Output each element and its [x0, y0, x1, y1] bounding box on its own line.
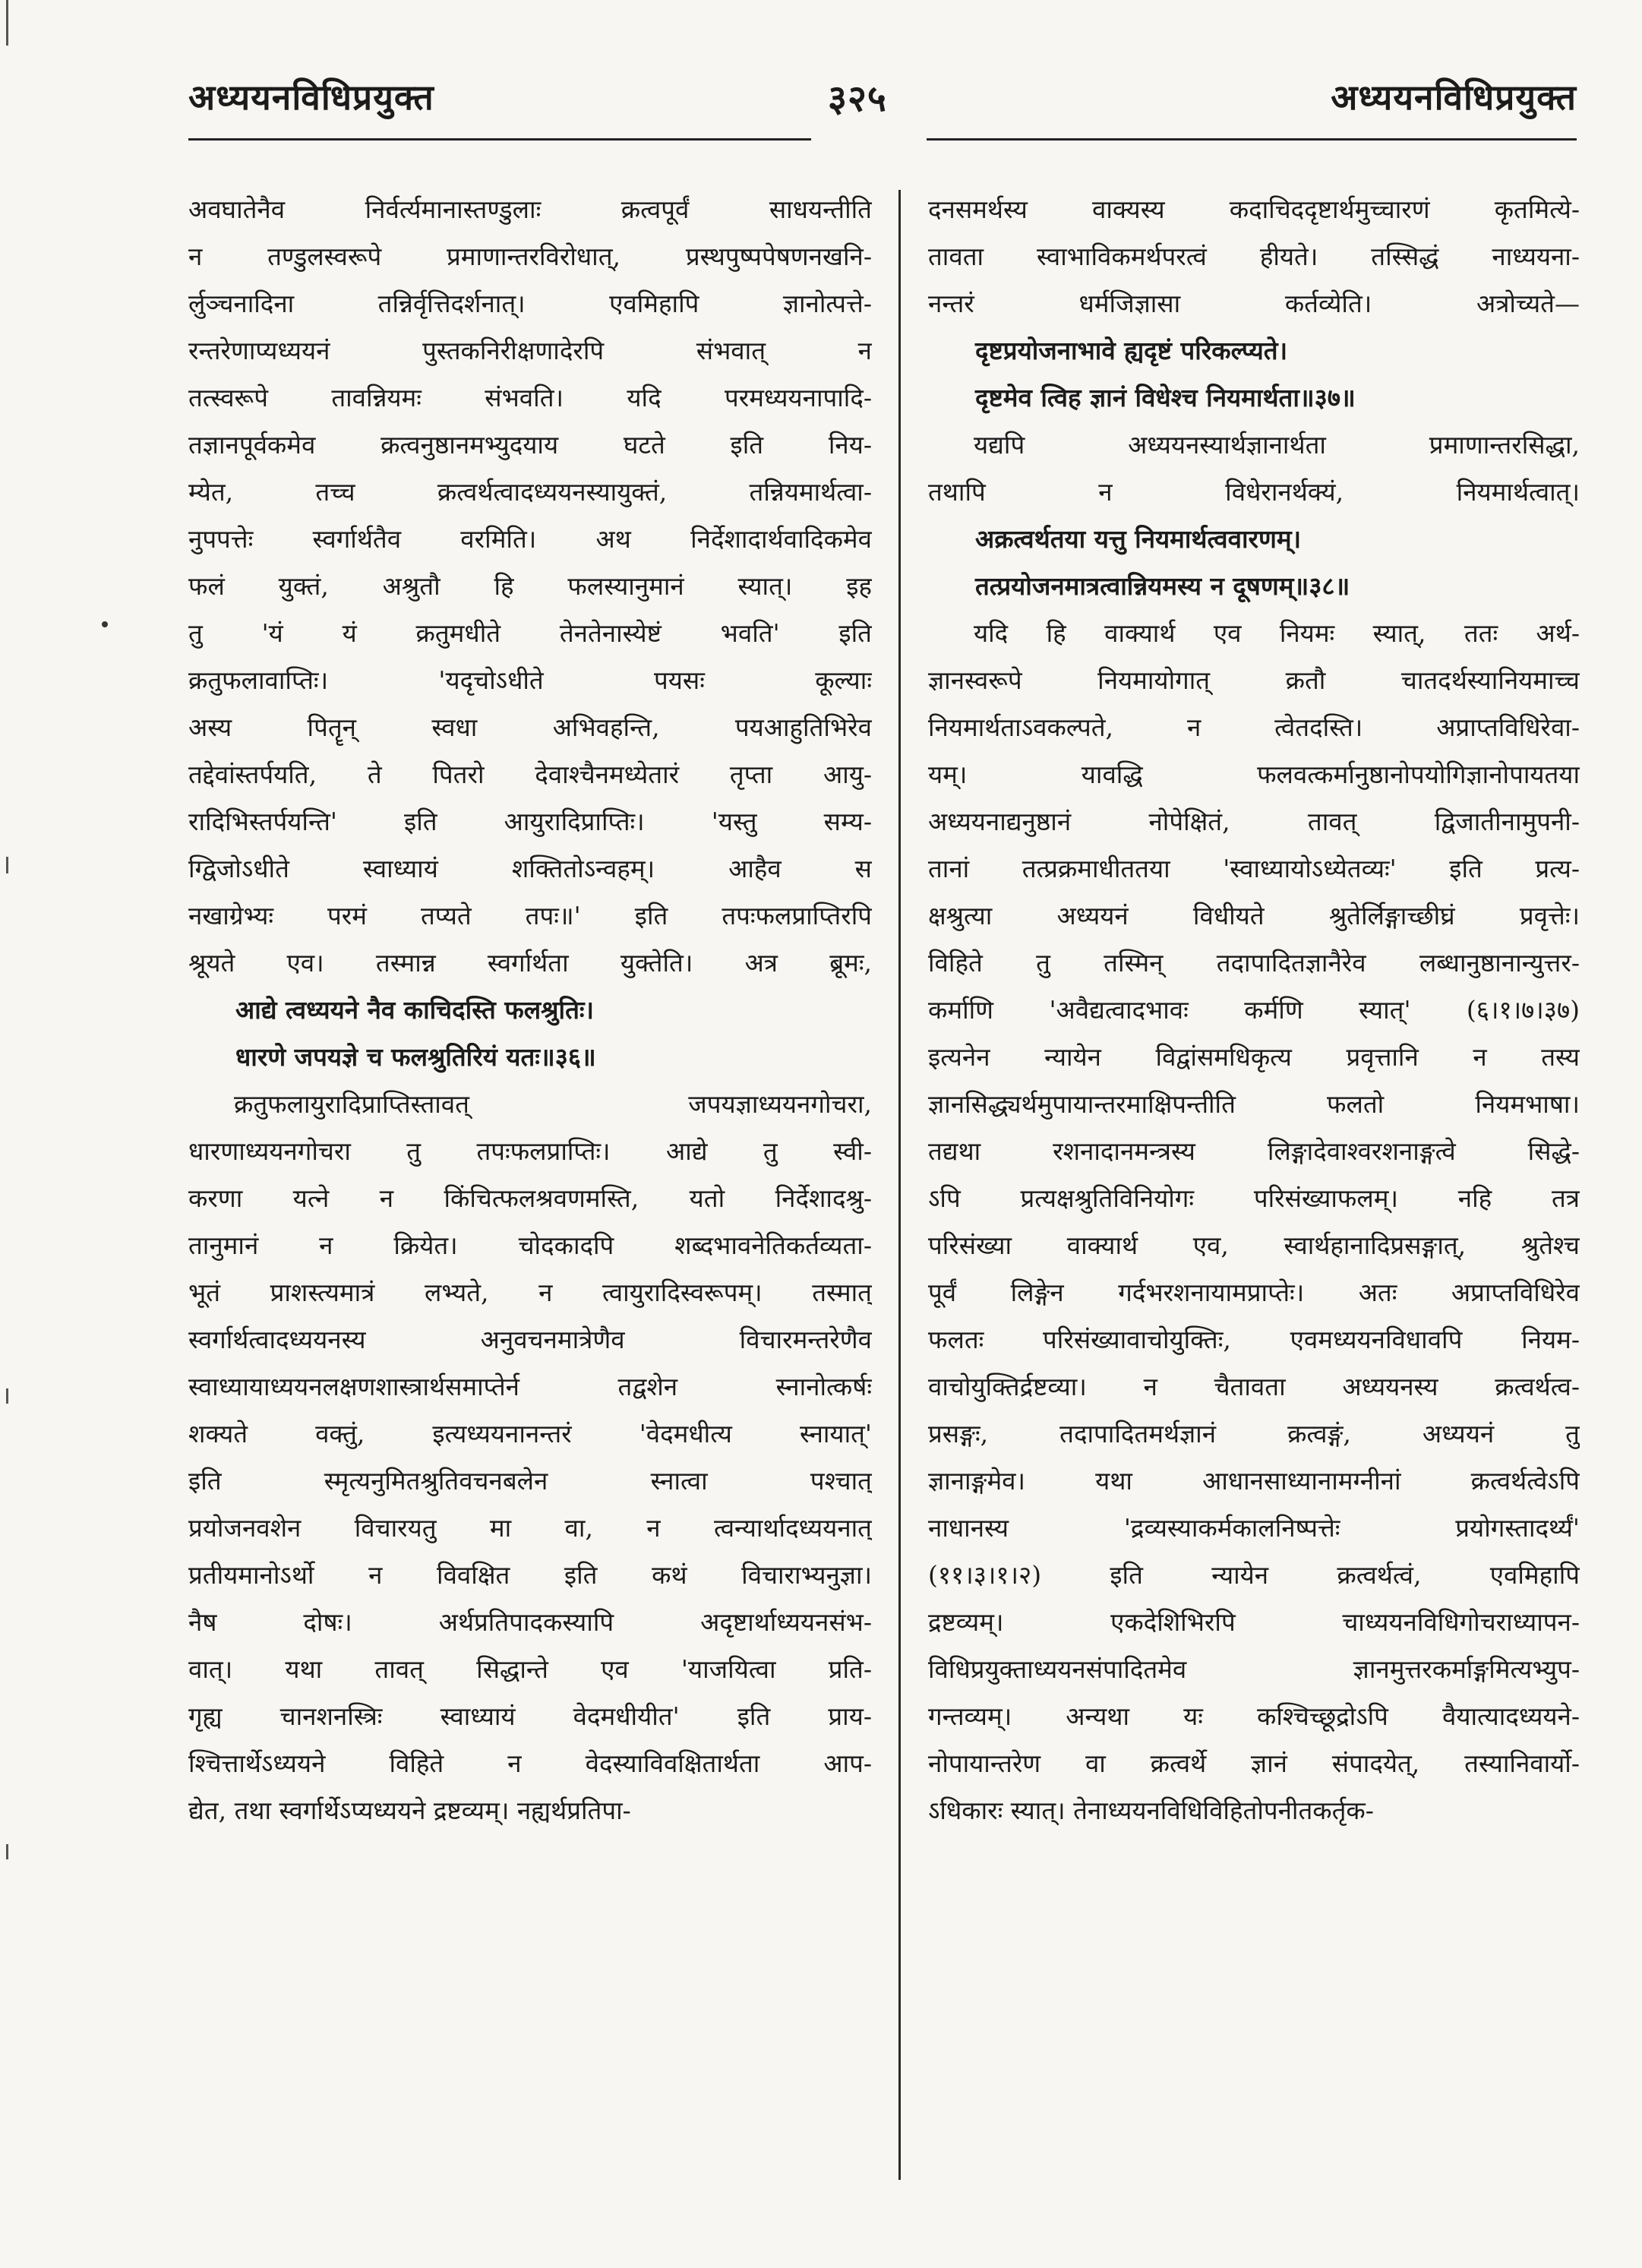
left-column — [188, 186, 872, 1834]
column-divider — [898, 190, 901, 2180]
text-line: यद्यपि अध्ययनस्यार्थज्ञानार्थता प्रमाणान्तरसिद्धा, — [974, 430, 1580, 460]
text-line: न तण्डुलस्वरूपे प्रमाणान्तरविरोधात्, प्रस्थपुष्पपेषणनखनि- — [188, 242, 872, 271]
text-line: नखाग्रेभ्यः परमं तप्यते तपः॥' इति तपःफलप्राप्तिरपि — [188, 901, 872, 930]
text-line: क्रतुफलायुरादिप्राप्तिस्तावत् जपयज्ञाध्ययनगोचरा, — [234, 1089, 872, 1119]
text-line: नाधानस्य 'द्रव्यस्याकर्मकालनिष्पत्तेः प्रयोगस्तादर्थ्यं' — [928, 1513, 1580, 1543]
text-line: म्येत, तच्च क्रत्वर्थत्वादध्ययनस्यायुक्तं, तन्नियमार्थत्वा- — [188, 477, 872, 507]
text-line: भूतं प्राशस्त्यमात्रं लभ्यते, न त्वायुरादिस्वरूपम्। तस्मात् — [188, 1278, 872, 1307]
page-number: ३२५ — [828, 77, 887, 120]
text-line: तद्देवांस्तर्पयति, ते पितरो देवाश्चैनमध्येतारं तृप्ता आयु- — [188, 760, 872, 789]
text-line: अध्ययनाद्यनुष्ठानं नोपेक्षितं, तावत् द्विजातीनामुपनी- — [928, 807, 1580, 836]
text-line: तत्स्वरूपे तावन्नियमः संभवति। यदि परमध्ययनापादि- — [188, 383, 872, 412]
text-line: ज्ञानसिद्ध्यर्थमुपायान्तरमाक्षिपन्तीति फलतो नियमभाषा। — [928, 1089, 1580, 1119]
text-line: नुपपत्तेः स्वर्गार्थतैव वरमिति। अथ निर्देशादार्थवादिकमेव — [188, 524, 872, 554]
verse-line: दृष्टमेव त्विह ज्ञानं विधेश्च नियमार्थता॥३७॥ — [975, 383, 1356, 412]
text-line: तज्ञानपूर्वकमेव क्रत्वनुष्ठानमभ्युदयाय घटते इति निय- — [188, 430, 872, 460]
text-line: (११।३।१।२) इति न्यायेन क्रत्वर्थत्वं, एवमिहापि — [928, 1560, 1580, 1590]
text-line: वाचोयुक्तिर्द्रष्टव्या। न चैतावता अध्ययनस्य क्रत्वर्थत्व- — [928, 1372, 1580, 1401]
text-line: तावता स्वाभाविकमर्थपरत्वं हीयते। तस्सिद्धं नाध्ययना- — [928, 242, 1580, 271]
text-line: प्रतीयमानोऽर्थो न विवक्षित इति कथं विचाराभ्यनुज्ञा। — [188, 1560, 872, 1590]
text-line: फलं युक्तं, अश्रुतौ हि फलस्यानुमानं स्यात्। इह — [188, 571, 872, 601]
text-line: प्रयोजनवशेन विचारयतु मा वा, न त्वन्यार्थादध्ययनात् — [188, 1513, 872, 1543]
text-line: नन्तरं धर्मजिज्ञासा कर्तव्येति। अत्रोच्यते— — [928, 289, 1580, 318]
text-line: गन्तव्यम्। अन्यथा यः कश्चिच्छूद्रोऽपि वैयात्यादध्ययने- — [928, 1701, 1580, 1731]
right-column — [928, 186, 1580, 1834]
text-line: अस्य पितॄन् स्वधा अभिवहन्ति, पयआहुतिभिरेव — [188, 712, 872, 742]
text-line: इति स्मृत्यनुमितश्रुतिवचनबलेन स्नात्वा पश्चात् — [188, 1466, 872, 1496]
text-line: विहिते तु तस्मिन् तदापादितज्ञानैरेव लब्धानुष्ठानान्युत्तर- — [928, 948, 1580, 978]
text-line: अवघातेनैव निर्वर्त्यमानास्तण्डुलाः क्रत्वपूर्वं साधयन्तीति — [188, 194, 872, 224]
text-line: कर्माणि 'अवैद्यत्वादभावः कर्मणि स्यात्' (६।१।७।३७) — [928, 995, 1580, 1025]
text-line: श्चित्तार्थेऽध्ययने विहिते न वेदस्याविवक्षितार्थता आप- — [188, 1748, 872, 1778]
text-line: क्रतुफलावाप्तिः। 'यदृचोऽधीते पयसः कूल्याः — [188, 665, 872, 695]
verse-line: अक्रत्वर्थतया यत्तु नियमार्थत्ववारणम्। — [975, 524, 1302, 554]
text-line: स्वर्गार्थत्वादध्ययनस्य अनुवचनमात्रेणैव विचारमन्तरेणैव — [188, 1325, 872, 1354]
scan-edge-mark — [6, 857, 8, 873]
text-line: इत्यनेन न्यायेन विद्वांसमधिकृत्य प्रवृत्तानि न तस्य — [928, 1042, 1580, 1072]
text-line: तानुमानं न क्रियेत। चोदकादपि शब्दभावनेतिकर्तव्यता- — [188, 1230, 872, 1260]
text-line: यम्। यावद्धि फलवत्कर्मानुष्ठानोपयोगिज्ञानोपायतया — [928, 760, 1580, 789]
text-line: द्येत, तथा स्वर्गार्थेऽप्यध्ययने द्रष्टव्यम्। नह्यर्थप्रतिपा- — [188, 1796, 631, 1825]
verse-line: तत्प्रयोजनमात्रत्वान्नियमस्य न दूषणम्॥३८॥ — [975, 571, 1350, 601]
text-line: तथापि न विधेरानर्थक्यं, नियमार्थत्वात्। — [928, 477, 1580, 507]
text-line: धारणाध्ययनगोचरा तु तपःफलप्राप्तिः। आद्ये तु स्वी- — [188, 1136, 872, 1166]
text-line: श्रूयते एव। तस्मान्न स्वर्गार्थता युक्तेति। अत्र ब्रूमः, — [188, 948, 872, 978]
text-line: विधिप्रयुक्ताध्ययनसंपादितमेव ज्ञानमुत्तरकर्माङ्गमित्यभ्युप- — [928, 1654, 1580, 1684]
scan-edge-mark — [6, 1388, 8, 1404]
scan-edge-mark — [6, 0, 8, 46]
text-line: दनसमर्थस्य वाक्यस्य कदाचिददृष्टार्थमुच्चारणं कृतमित्ये- — [928, 194, 1580, 224]
text-line: ऽधिकारः स्यात्। तेनाध्ययनविधिविहितोपनीतकर्तृक- — [928, 1796, 1374, 1825]
verse-line: आद्ये त्वध्ययने नैव काचिदस्ति फलश्रुतिः। — [235, 995, 595, 1025]
text-line: प्रसङ्गः, तदापादितमर्थज्ञानं क्रत्वङ्गं, अध्ययनं तु — [928, 1419, 1580, 1448]
verse-line: धारणे जपयज्ञे च फलश्रुतिरियं यतः॥३६॥ — [235, 1042, 596, 1072]
text-line: क्षश्रुत्या अध्ययनं विधीयते श्रुतेर्लिङ्गाच्छीघ्रं प्रवृत्तेः। — [928, 901, 1580, 930]
text-line: गृह्य चानशनस्त्रिः स्वाध्यायं वेदमधीयीत' इति प्राय- — [188, 1701, 872, 1731]
text-line: रन्तरेणाप्यध्ययनं पुस्तकनिरीक्षणादेरपि संभवात् न — [188, 336, 872, 365]
text-line: तद्यथा रशनादानमन्त्रस्य लिङ्गादेवाश्वरशनाङ्गत्वे सिद्धे- — [928, 1136, 1580, 1166]
text-line: रादिभिस्तर्पयन्ति' इति आयुरादिप्राप्तिः। 'यस्तु सम्य- — [188, 807, 872, 836]
text-line: ऽपि प्रत्यक्षश्रुतिविनियोगः परिसंख्याफलम्। नहि तत्र — [928, 1183, 1580, 1213]
text-line: यदि हि वाक्यार्थ एव नियमः स्यात्, ततः अर्थ- — [974, 618, 1580, 648]
running-head-left: अध्ययनविधिप्रयुक्त — [188, 77, 434, 118]
text-line: र्लुञ्चनादिना तन्निर्वृत्तिदर्शनात्। एवमिहापि ज्ञानोत्पत्ते- — [188, 289, 872, 318]
text-line: नोपायान्तरेण वा क्रत्वर्थे ज्ञानं संपादयेत्, तस्यानिवार्यो- — [928, 1748, 1580, 1778]
text-line: परिसंख्या वाक्यार्थ एव, स्वार्थहानादिप्रसङ्गात्, श्रुतेश्च — [928, 1230, 1580, 1260]
text-line: पूर्वं लिङ्गेन गर्दभरशनायामप्राप्तेः। अतः अप्राप्तविधिरेव — [928, 1278, 1580, 1307]
running-head-right: अध्ययनविधिप्रयुक्त — [1331, 77, 1577, 118]
text-line: तु 'यं यं क्रतुमधीते तेनतेनास्येष्टं भवति' इति — [188, 618, 872, 648]
text-line: वात्। यथा तावत् सिद्धान्ते एव 'याजयित्वा प्रति- — [188, 1654, 872, 1684]
text-line: नियमार्थताऽवकल्पते, न त्वेतदस्ति। अप्राप्तविधिरेवा- — [928, 712, 1580, 742]
text-line: नैष दोषः। अर्थप्रतिपादकस्यापि अदृष्टार्थाध्ययनसंभ- — [188, 1607, 872, 1637]
text-line: करणा यत्ने न किंचित्फलश्रवणमस्ति, यतो निर्देशादश्रु- — [188, 1183, 872, 1213]
header-rule-left — [188, 138, 811, 141]
verse-line: दृष्टप्रयोजनाभावे ह्यदृष्टं परिकल्प्यते। — [975, 336, 1288, 365]
header-rule-right — [927, 138, 1577, 141]
scan-speck — [102, 621, 108, 627]
text-line: तानां तत्प्रक्रमाधीततया 'स्वाध्यायोऽध्येतव्यः' इति प्रत्य- — [928, 854, 1580, 883]
text-line: ज्ञानस्वरूपे नियमायोगात् क्रतौ चातदर्थस्यानियमाच्च — [928, 665, 1580, 695]
scan-edge-mark — [6, 1844, 8, 1859]
text-line: द्रष्टव्यम्। एकदेशिभिरपि चाध्ययनविधिगोचराध्यापन- — [928, 1607, 1580, 1637]
text-line: स्वाध्यायाध्ययनलक्षणशास्त्रार्थसमाप्तेर्न तद्वशेन स्नानोत्कर्षः — [188, 1372, 872, 1401]
text-line: शक्यते वक्तुं, इत्यध्ययनानन्तरं 'वेदमधीत्य स्नायात्' — [188, 1419, 872, 1448]
text-line: ग्द्विजोऽधीते स्वाध्यायं शक्तितोऽन्वहम्। आहैव स — [188, 854, 872, 883]
text-line: ज्ञानाङ्गमेव। यथा आधानसाध्यानामग्नीनां क्रत्वर्थत्वेऽपि — [928, 1466, 1580, 1496]
text-line: फलतः परिसंख्यावाचोयुक्तिः, एवमध्ययनविधावपि नियम- — [928, 1325, 1580, 1354]
